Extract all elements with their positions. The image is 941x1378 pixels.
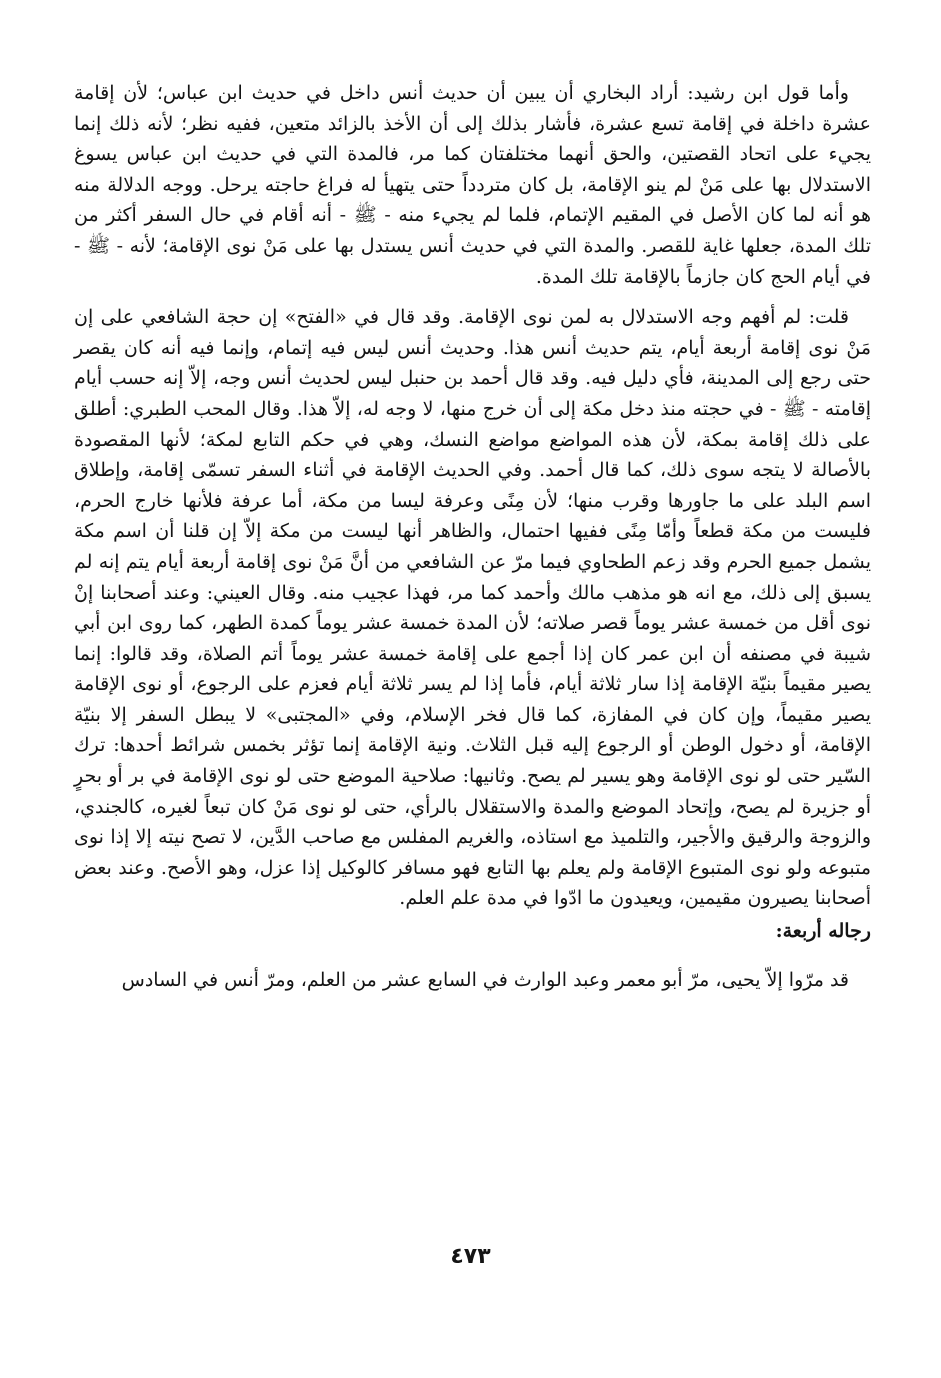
paragraph-qultu: قلت: لم أفهم وجه الاستدلال به لمن نوى الإقامة. وقد قال في «الفتح» إن حجة الشافعي على إن مَنْ نوى إقامة أربعة أيام، يتم حديث أنس هذا. وحديث أنس ليس فيه إتمام، وإنما فيه أنه كان يقصر حتى رجع إلى المدينة، فأي دليل فيه. وقد قال أحمد بن حنبل ليس لحديث أنس وجه، إلاّ إنه حسب أيام إقامته - ﷺ - في حجته منذ دخل مكة إلى أن خرج منها، لا وجه له، إلاّ هذا. وقال المحب الطبري: أطلق على ذلك إقامة بمكة، لأن هذه المواضع مواضع النسك، وهي في حكم التابع لمكة؛ لأنها المقصودة بالأصالة لا يتجه سوى ذلك، كما قال أحمد. وفي الحديث الإقامة في أثناء السفر تسمّى إقامة، وإطلاق اسم البلد على ما جاورها وقرب منها؛ لأن مِنًى وعرفة ليسا من مكة، أما عرفة فلأنها خارج الحرم، فليست من مكة قطعاً وأمّا مِنًى ففيها احتمال، والظاهر أنها ليست من مكة إلاّ إن قلنا أن اسم مكة يشمل جميع الحرم وقد زعم الطحاوي فيما مرّ عن الشافعي من أنَّ مَنْ نوى إقامة أربعة أيام يتم إنه لم يسبق إلى ذلك، مع انه هو مذهب مالك وأحمد كما مر، فهذا عجيب منه. وقال العيني: وعند أصحابنا إنْ نوى أقل من خمسة عشر يوماً قصر صلاته؛ لأن المدة خمسة عشر يوماً كمدة الطهر، كما روى ابن أبي شيبة في مصنفه أن ابن عمر كان إذا أجمع على إقامة خمسة عشر يوماً أتم الصلاة، وقد قالوا: إنما يصير مقيماً بنيّة الإقامة إذا سار ثلاثة أيام، فأما إذا لم يسر ثلاثة أيام فعزم على الرجوع، أو نوى الإقامة يصير مقيماً، وإن كان في المفازة، كما قال فخر الإسلام، وفي «المجتبى» لا يبطل السفر إلا بنيّة الإقامة، أو دخول الوطن أو الرجوع إليه قبل الثلاث. ونية الإقامة إنما تؤثر بخمس شرائط أحدها: ترك السّير حتى لو نوى الإقامة وهو يسير لم يصح. وثانيها: صلاحية الموضع حتى لو نوى الإقامة في بر أو بحرٍ أو جزيرة لم يصح، وإتحاد الموضع والمدة والاستقلال بالرأي، حتى لو نوى مَنْ كان تبعاً لغيره، كالجندي، والزوجة والرقيق والأجير، والتلميذ مع استاذه، والغريم المفلس مع صاحب الدَّين، لا تصح نيته إلا إذا نوى متبوعه ولو نوى المتبوع الإقامة ولم يعلم بها التابع فهو مسافر كالوكيل إذا عزل، وهو الأصح. وعند بعض أصحابنا يصيرون مقيمين، ويعيدون ما ادّوا في مدة علم العلم. [74,306,871,910]
page-body [74,78,871,995]
paragraph-ibn-rushayd: وأما قول ابن رشيد: أراد البخاري أن يبين أن حديث أنس داخل في حديث ابن عباس؛ لأن إقامة عشرة داخلة في إقامة تسع عشرة، فأشار بذلك إلى أن الأخذ بالزائد متعين، ففيه نظر؛ لأنه ذلك إنما يجيء على اتحاد القصتين، والحق أنهما مختلفتان كما مر، فالمدة التي في حديث ابن عباس يسوغ الاستدلال بها على مَنْ لم ينو الإقامة، بل كان متردداً حتى يتهيأ له فراغ حاجته يرحل. ووجه الدلالة منه هو أنه لما كان الأصل في المقيم الإتمام، فلما لم يجيء منه - ﷺ - أنه أقام في حال السفر أكثر من تلك المدة، جعلها غاية للقصر. والمدة التي في حديث أنس يستدل بها على مَنْ نوى الإقامة؛ لأنه - ﷺ - في أيام الحج كان جازماً بالإقامة تلك المدة. [74,82,871,288]
section-heading-narrators: رجاله أربعة: [775,920,871,943]
paragraph-narrators: قد مرّوا إلاّ يحيى، مرّ أبو معمر وعبد الوارث في السابع عشر من العلم، ومرّ أنس في السادس [121,968,849,991]
page-number: ٤٧٣ [450,1244,491,1269]
